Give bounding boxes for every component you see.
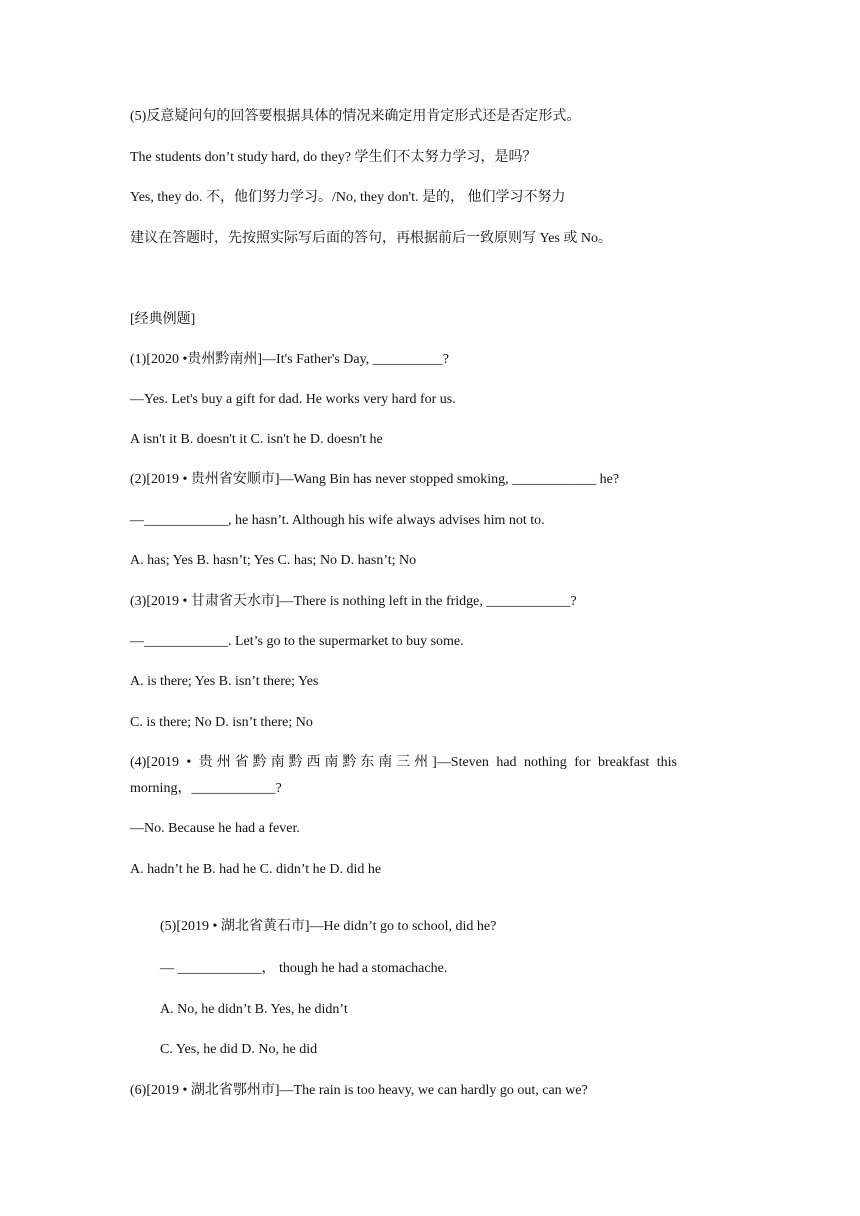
q1-options: A isn't it B. doesn't it C. isn't he D. doesn't he <box>130 432 383 447</box>
q3-options-row2: C. is there; No D. isn’t there; No <box>130 715 313 730</box>
q2-stem: (2)[2019 • 贵州省安顺市]—Wang Bin has never stopped smoking, ____________ he? <box>130 472 620 487</box>
q4-stem: (4)[2019 • 贵州省黔南黔西南黔东南三州]—Steven had nothing for breakfast this <box>130 755 677 770</box>
q4-options: A. hadn’t he B. had he C. didn’t he D. did he <box>130 862 382 877</box>
section-heading: [经典例题] <box>130 312 196 327</box>
q3-options-row1: A. is there; Yes B. isn’t there; Yes <box>130 674 319 689</box>
q3-response: —____________. Let’s go to the supermarket to buy some. <box>130 634 464 649</box>
answering-tip: 建议在答题时，先按照实际写后面的答句，再根据前后一致原则写 Yes 或 No。 <box>130 231 612 246</box>
q1-response: —Yes. Let's buy a gift for dad. He works very hard for us. <box>130 392 456 407</box>
example-answers: Yes, they do. 不，他们努力学习。/No, they don't. 是的， 他们学习不努力 <box>130 190 566 205</box>
grammar-rule-note: (5)反意疑问句的回答要根据具体的情况来确定用肯定形式还是否定形式。 <box>130 109 581 124</box>
q4-response: —No. Because he had a fever. <box>130 821 300 836</box>
q5-options-row2: C. Yes, he did D. No, he did <box>160 1042 318 1057</box>
q2-response: —____________, he hasn’t. Although his wife always advises him not to. <box>130 513 545 528</box>
example-question: The students don’t study hard, do they? 学生们不太努力学习，是吗？ <box>130 150 537 165</box>
q6-stem: (6)[2019 • 湖北省鄂州市]—The rain is too heavy, we can hardly go out, can we? <box>130 1083 588 1098</box>
q4-stem-continued: morning，____________? <box>130 781 282 796</box>
q1-stem: (1)[2020 •贵州黔南州]—It's Father's Day, __________? <box>130 352 449 367</box>
q5-options-row1: A. No, he didn’t B. Yes, he didn’t <box>160 1002 348 1017</box>
q5-stem: (5)[2019 • 湖北省黄石市]—He didn’t go to school, did he? <box>160 919 497 934</box>
q3-stem: (3)[2019 • 甘肃省天水市]—There is nothing left in the fridge, ____________? <box>130 594 577 609</box>
q2-options: A. has; Yes B. hasn’t; Yes C. has; No D. hasn’t; No <box>130 553 417 568</box>
q5-response: — ____________， though he had a stomachache. <box>160 961 448 976</box>
